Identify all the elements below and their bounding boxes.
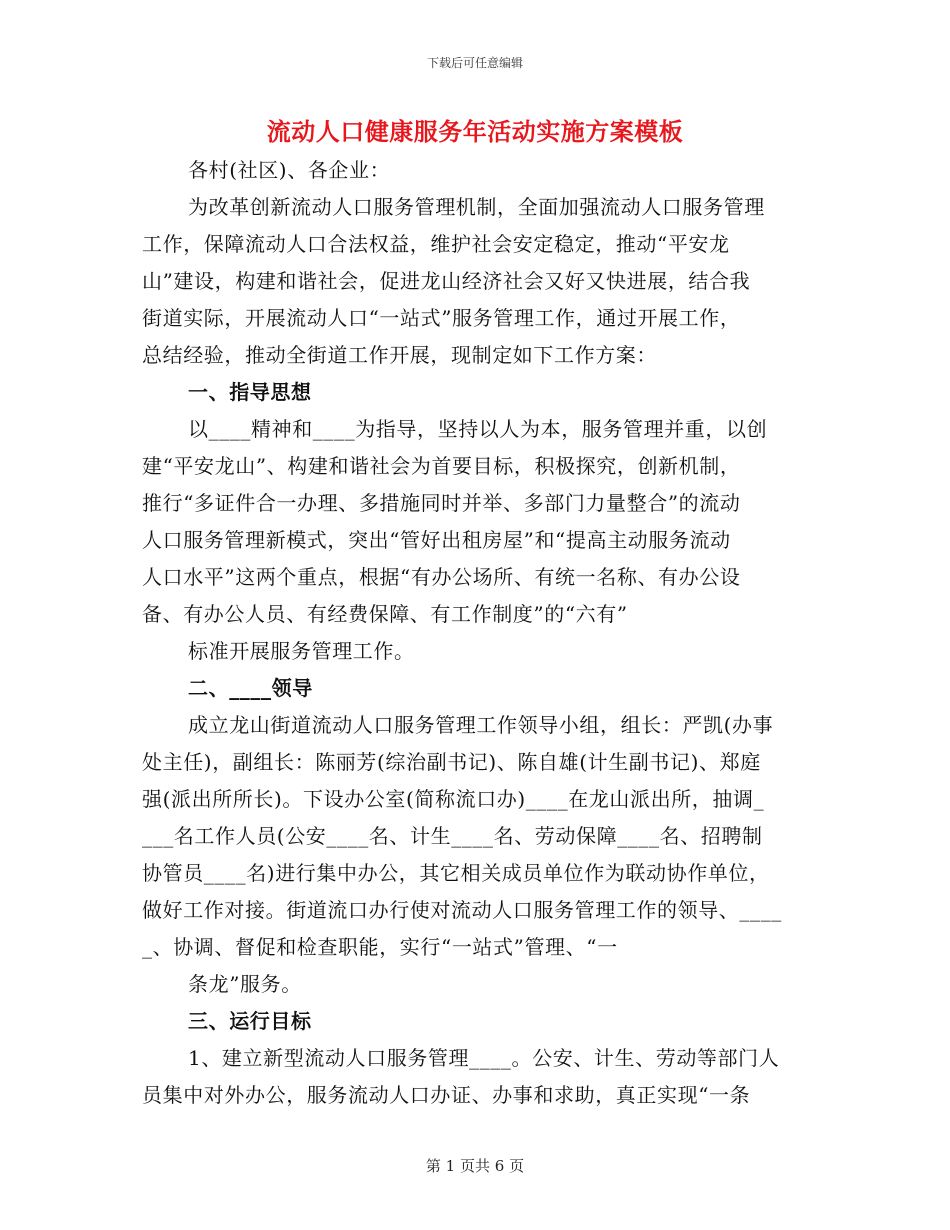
paragraph-line: 协管员____名)进行集中办公，其它相关成员单位作为联动协作单位，	[142, 861, 770, 885]
paragraph-line: 备、有办公人员、有经费保障、有工作制度”的“六有”	[142, 602, 628, 626]
paragraph-line: 人口水平”这两个重点，根据“有办公场所、有统一名称、有办公设	[142, 565, 741, 589]
section-heading-guiding-ideology: 一、指导思想	[188, 380, 312, 404]
document-title: 流动人口健康服务年活动实施方案模板	[266, 117, 684, 146]
paragraph-line: 为改革创新流动人口服务管理机制，全面加强流动人口服务管理	[188, 195, 765, 219]
paragraph-line: 1、建立新型流动人口服务管理____。公安、计生、劳动等部门人	[188, 1046, 780, 1070]
paragraph-line: ___名工作人员(公安____名、计生____名、劳动保障____名、招聘制	[142, 824, 763, 848]
section-heading-operating-goals: 三、运行目标	[188, 1009, 312, 1033]
paragraph-line: 人口服务管理新模式，突出“管好出租房屋”和“提高主动服务流动	[142, 528, 731, 552]
paragraph-line: 山”建设，构建和谐社会，促进龙山经济社会又好又快进展，结合我	[142, 269, 751, 293]
salutation-line: 各村(社区)、各企业：	[188, 158, 391, 182]
paragraph-line: 以____精神和____为指导，坚持以人为本，服务管理并重，以创	[188, 417, 768, 441]
paragraph-line: 工作，保障流动人口合法权益，维护社会安定稳定，推动“平安龙	[142, 232, 730, 256]
paragraph-line: 做好工作对接。街道流口办行使对流动人口服务管理工作的领导、____	[142, 898, 782, 922]
paragraph-line: 建“平安龙山”、构建和谐社会为首要目标，积极探究，创新机制，	[142, 454, 741, 478]
paragraph-line: 条龙”服务。	[188, 972, 302, 996]
paragraph-line: 成立龙山街道流动人口服务管理工作领导小组，组长：严凯(办事	[188, 713, 774, 737]
paragraph-line: _、协调、督促和检查职能，实行“一站式”管理、“一	[142, 935, 618, 959]
paragraph-line: 总结经验，推动全街道工作开展，现制定如下工作方案：	[142, 343, 657, 367]
paragraph-line: 标准开展服务管理工作。	[188, 639, 415, 663]
page-footer: 第 1 页共 6 页	[425, 1157, 525, 1175]
page-header: 下载后可任意编辑	[426, 56, 523, 70]
paragraph-line: 强(派出所所长)。下设办公室(简称流口办)____在龙山派出所，抽调_	[142, 787, 765, 811]
paragraph-line: 员集中对外办公，服务流动人口办证、办事和求助，真正实现“一条	[142, 1083, 751, 1107]
paragraph-line: 推行“多证件合一办理、多措施同时并举、多部门力量整合”的流动	[142, 491, 741, 515]
paragraph-line: 街道实际，开展流动人口“一站式”服务管理工作，通过开展工作，	[142, 306, 741, 330]
paragraph-line: 处主任)，副组长：陈丽芳(综治副书记)、陈自雄(计生副书记)、郑庭	[142, 750, 761, 774]
section-heading-leadership: 二、____领导	[188, 676, 313, 700]
document-body	[142, 152, 810, 1114]
